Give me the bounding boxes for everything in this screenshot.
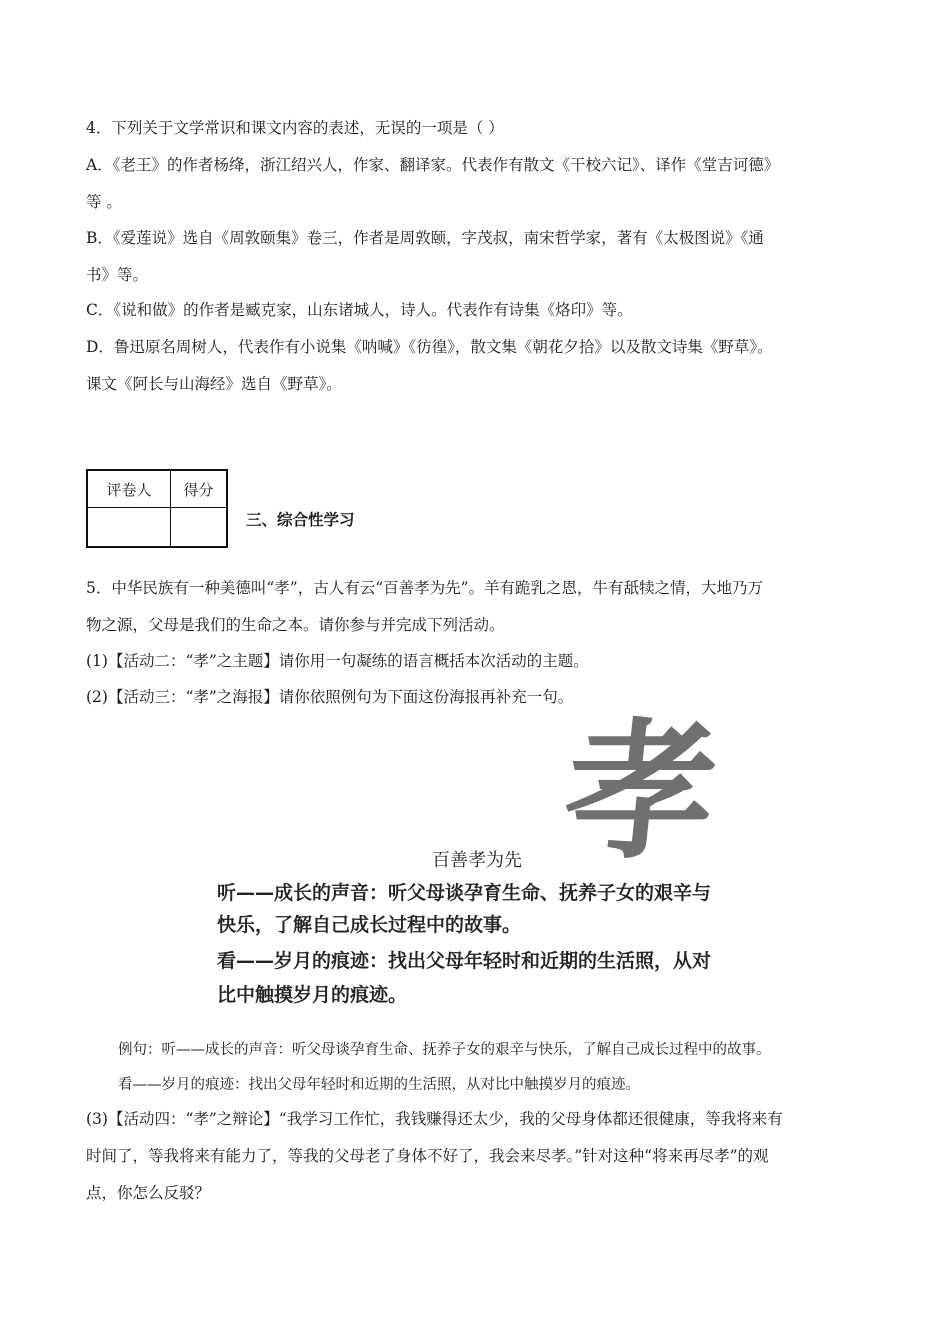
score-table [86, 469, 228, 548]
q4-option-b-line2: 书》等。 [86, 266, 149, 284]
poster-big-char: 孝 [556, 706, 726, 880]
q5-part2: (2)【活动三：“孝”之海报】请你依照例句为下面这份海报再补充一句。 [86, 688, 574, 706]
q5-part1: (1)【活动二：“孝”之主题】请你用一句凝练的语言概括本次活动的主题。 [86, 652, 589, 670]
q5-stem-line1: 5．中华民族有一种美德叫“孝”，古人有云“百善孝为先”。羊有跪乳之恩，牛有舐犊之情，大地乃万 [86, 579, 764, 597]
q5-part3-line2: 时间了，等我将来有能力了，等我的父母老了身体不好了，我会来尽孝。”针对这种“将来再尽孝”的观 [86, 1147, 769, 1165]
poster-line1: 听——成长的声音：听父母谈孕育生命、抚养子女的艰辛与 [217, 882, 712, 904]
q4-stem: 4．下列关于文学常识和课文内容的表述，无误的一项是（ ） [86, 119, 504, 137]
q4-option-a-line1: A．《老王》的作者杨绛，浙江绍兴人，作家、翻译家。代表作有散文《干校六记》、译作《堂吉诃德》 [86, 156, 780, 174]
q4-option-d-line1: D．鲁迅原名周树人，代表作有小说集《呐喊》《彷徨》，散文集《朝花夕拾》以及散文诗集《野草》。 [86, 338, 773, 356]
q4-option-a-line2: 等 。 [86, 193, 122, 211]
q5-part3-line1: (3)【活动四：“孝”之辩论】“我学习工作忙，我钱赚得还太少，我的父母身体都还很健康，等我将来有 [86, 1110, 783, 1128]
example-line1: 例句：听——成长的声音：听父母谈孕育生命、抚养子女的艰辛与快乐，了解自己成长过程中的故事。 [118, 1042, 771, 1058]
q5-stem-line2: 物之源，父母是我们的生命之本。请你参与并完成下列活动。 [86, 616, 505, 634]
poster-image [200, 706, 760, 1018]
q4-option-d-line2: 课文《阿长与山海经》选自《野草》。 [86, 375, 342, 393]
q4-option-c: C．《说和做》的作者是臧克家，山东诸城人，诗人。代表作有诗集《烙印》等。 [86, 301, 633, 319]
reviewer-cell [87, 508, 170, 548]
section-title: 三、综合性学习 [246, 511, 355, 529]
poster-title: 百善孝为先 [432, 850, 522, 871]
poster-line3: 看——岁月的痕迹：找出父母年轻时和近期的生活照，从对 [217, 950, 712, 972]
poster-line4: 比中触摸岁月的痕迹。 [217, 984, 408, 1006]
q4-option-b-line1: B．《爱莲说》选自《周敦颐集》卷三，作者是周敦颐，字茂叔，南宋哲学家，著有《太极图说》《通 [86, 229, 764, 247]
score-cell [170, 508, 227, 548]
poster-line2: 快乐，了解自己成长过程中的故事。 [217, 914, 522, 936]
score-header: 得分 [170, 470, 227, 508]
reviewer-header: 评卷人 [87, 470, 170, 508]
example-line2: 看——岁月的痕迹：找出父母年轻时和近期的生活照，从对比中触摸岁月的痕迹。 [118, 1077, 640, 1093]
q5-part3-line3: 点，你怎么反驳？ [86, 1184, 211, 1202]
